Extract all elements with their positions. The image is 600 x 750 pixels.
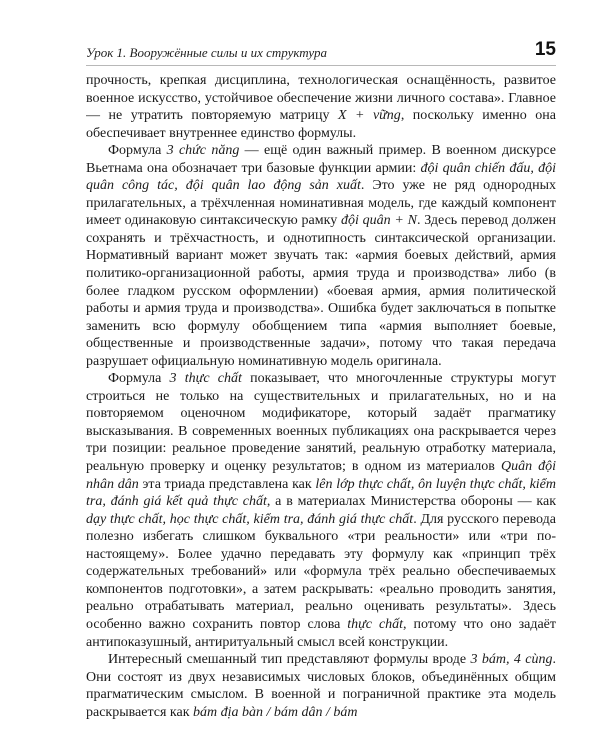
paragraph: [86, 651, 556, 721]
text-run: Формула: [108, 371, 170, 387]
text-run: эта триада представлена как: [138, 476, 316, 492]
italic-term: 3 thực chất: [169, 371, 242, 387]
paragraph: [86, 370, 556, 651]
text-run: — ещё один важный пример. В военном дискурсе Вьетнама она обозначает три базовые функции армии:: [86, 143, 556, 176]
italic-term: thực chất: [347, 616, 404, 632]
text-run: Формула: [108, 143, 167, 159]
text-run: . Это уже не ряд однородных прилагательных, а трёхчленная номинативная модель, где каждый компонент имеет одинаковую синтаксическую рамку: [86, 178, 556, 229]
italic-term: X + vững: [337, 108, 401, 124]
italic-term: Quân đội nhân dân: [86, 459, 556, 492]
italic-term: dạy thực chất, học thực chất, kiểm tra, đánh giá thực chất: [86, 511, 414, 527]
text-run: показывает, что многочленные структуры могут строиться не только на существительных и прилагательных, но и на повторяемом оценочном модификаторе, который задаёт прагматику высказывания. В современных военных публикациях она раскрывается через три позиции: реальное проведение занятий, реальную отработку материала, реальную проверку и оценку результатов; в одном из материалов: [86, 371, 556, 475]
italic-term: 3 chức năng: [166, 143, 240, 159]
text-run: , потому что оно задаёт антипоказушный, антиритуальный смысл всей конструкции.: [86, 616, 556, 650]
paragraph: [86, 72, 556, 142]
text-run: прочность, крепкая дисциплина, технологическая оснащённость, развитое военное искусство, устойчивое обеспечение жизни личного состава». Главное — не утратить повторяемую матрицу: [86, 73, 556, 124]
text-run: , а в материалах Министерства обороны — как: [266, 494, 556, 510]
paragraph: [86, 142, 556, 370]
text-run: . Они состоят из двух независимых числовых блоков, объединённых общим прагматическим смыслом. В военной и пограничной практике эта модель раскрывается как: [86, 652, 556, 720]
italic-term: 3 bám, 4 cùng: [470, 652, 553, 668]
italic-term: lên lớp thực chất, ôn luyện thực chất, kiểm tra, đánh giá kết quả thực chất: [86, 476, 556, 510]
text-run: . Здесь перевод должен сохранять и трёхчастность, и однотипность синтаксической организации. Нормативный вариант может звучать так: «армия боевых действий, армия политико-организационной работы, армия труда и производства» либо (в более гладком русском оформлении) «боевая армия, армия политической работы и армия труда и производства». Ошибка будет заключаться в попытке заменить всю формулу обобщением типа «армия выполняет боевые, общественные и производственные задачи», потому что такая передача разрушает официальную номинативную модель оригинала.: [86, 213, 556, 369]
header-rule: [86, 65, 556, 66]
text-run: . Для русского перевода полезно избегать слишком буквального «три реальности» или «три по-настоящему». Более удачно передавать эту формулу как «принцип трёх содержательных требований» или «формула трёх реально обеспечиваемых компонентов подготовки», а затем раскрывать: «реально проводить занятия, реально отрабатывать материал, реально оценивать результаты». Здесь особенно важно сохранить повтор слова: [86, 511, 556, 632]
text-run: Интересный смешанный тип представляют формулы вроде: [108, 652, 471, 668]
italic-term: đội quân chiến đấu, đội quân công tác, đội quân lao động sản xuất: [86, 160, 556, 194]
body-text: [86, 72, 556, 744]
italic-term: đội quân + N: [340, 213, 417, 229]
text-run: , поскольку именно она обеспечивает внутреннее единство формулы.: [86, 108, 556, 141]
italic-term: bám địa bàn / bám dân / bám: [193, 704, 358, 720]
running-title: Урок 1. Вооружённые силы и их структура: [86, 45, 327, 60]
page-number: 15: [534, 39, 556, 60]
page-header: [86, 38, 556, 64]
